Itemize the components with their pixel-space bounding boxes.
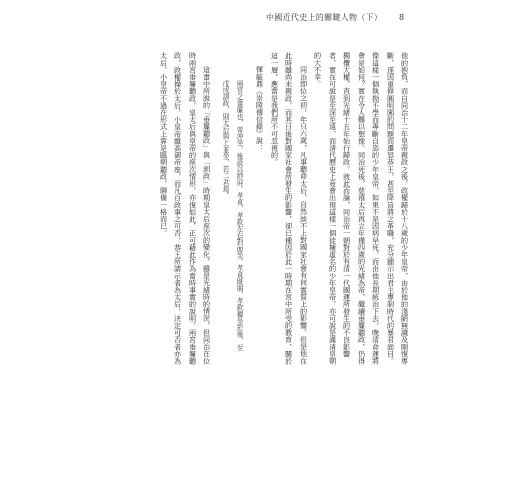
text-column: 的大不幸。 — [313, 52, 323, 88]
text-column-paragraph-start: 這書中所說的「垂簾聽政」與「訓政」時期皇太后座次的變化，雖是光緒時的情況，但同治在位 — [202, 66, 212, 365]
text-column: 此時雖尚未親政，而其日後對國家社會所發生的影響，卻已種因於此一時期在宮中所受的教育，關於 — [284, 52, 294, 365]
text-column: 他的抱負，而自同治十二年皇帝親政之後，政權歸於十八歲的少年皇帝，由於他的淺陋無識及剛愎專 — [400, 52, 410, 365]
text-column-paragraph-start: 惲毓鼎《崇陵傳信錄》說： — [255, 66, 265, 152]
block-quote-column: 兩宮之垂簾也，帝沖坐，後設以紗屏。孝貞、孝欽左右對面坐。孝貞既崩，孝欽獨坐於後。至 — [235, 80, 243, 351]
text-column: 獨攬大權，直到光緒十五年始行歸政。就此而論，同治帝一朝對於有清一代國運所發生的不良影響 — [342, 52, 352, 358]
running-head-title: 中國近代史上的關鍵人物（下） — [266, 13, 383, 22]
text-column: 者，實在可說是至深至遠，而清代歷史上竟會出現這樣一個徒擁虛名的少年皇帝，亦可說是滿清皇朝 — [328, 52, 338, 365]
page-number: 8 — [399, 13, 405, 22]
text-column: 政，政權操於太后，小皇帝雖高御帝座，而凡百政事之可否，恭王所請示者為太后，決定可否者亦為 — [173, 52, 183, 365]
text-column: 像這樣一個執拗不學而專斷自恣的少年皇帝，如果不是因病早死，而由他長期統治下去，晚清命運將 — [371, 52, 381, 365]
text-column: 會是如何？實在令人難以想像。同治死後，慈禧太后再立年僅四歲的光緒為帝，繼續垂簾聽政，仍得 — [357, 52, 367, 365]
text-column-paragraph-start: 同治即位之初，年只六歲，凡事聽命太后，自然談不上對國家社會有何實質上的影響。但是他在 — [299, 66, 309, 365]
text-column: 斷，遂因重修圓明園的問題而遷怒恭王，甚至降旨將之革職，充分顯示出君主專制時代的暴君面目。 — [386, 52, 396, 365]
block-quote-column: 戊戌訓政，則太后與上並坐，若二君焉。 — [221, 80, 229, 199]
text-column: 這一層，應當是我們所不可忽視的。 — [270, 52, 280, 166]
text-column: 時兩宮垂簾聽政，皇太后與皇帝的座次情形，亦復如此，正可藉此作為當時事實的說明。兩宮垂簾聽 — [188, 52, 198, 365]
text-column: 太后，小皇帝不過在形式上算是臨朝聽政，聊備一格而已。 — [159, 52, 169, 237]
